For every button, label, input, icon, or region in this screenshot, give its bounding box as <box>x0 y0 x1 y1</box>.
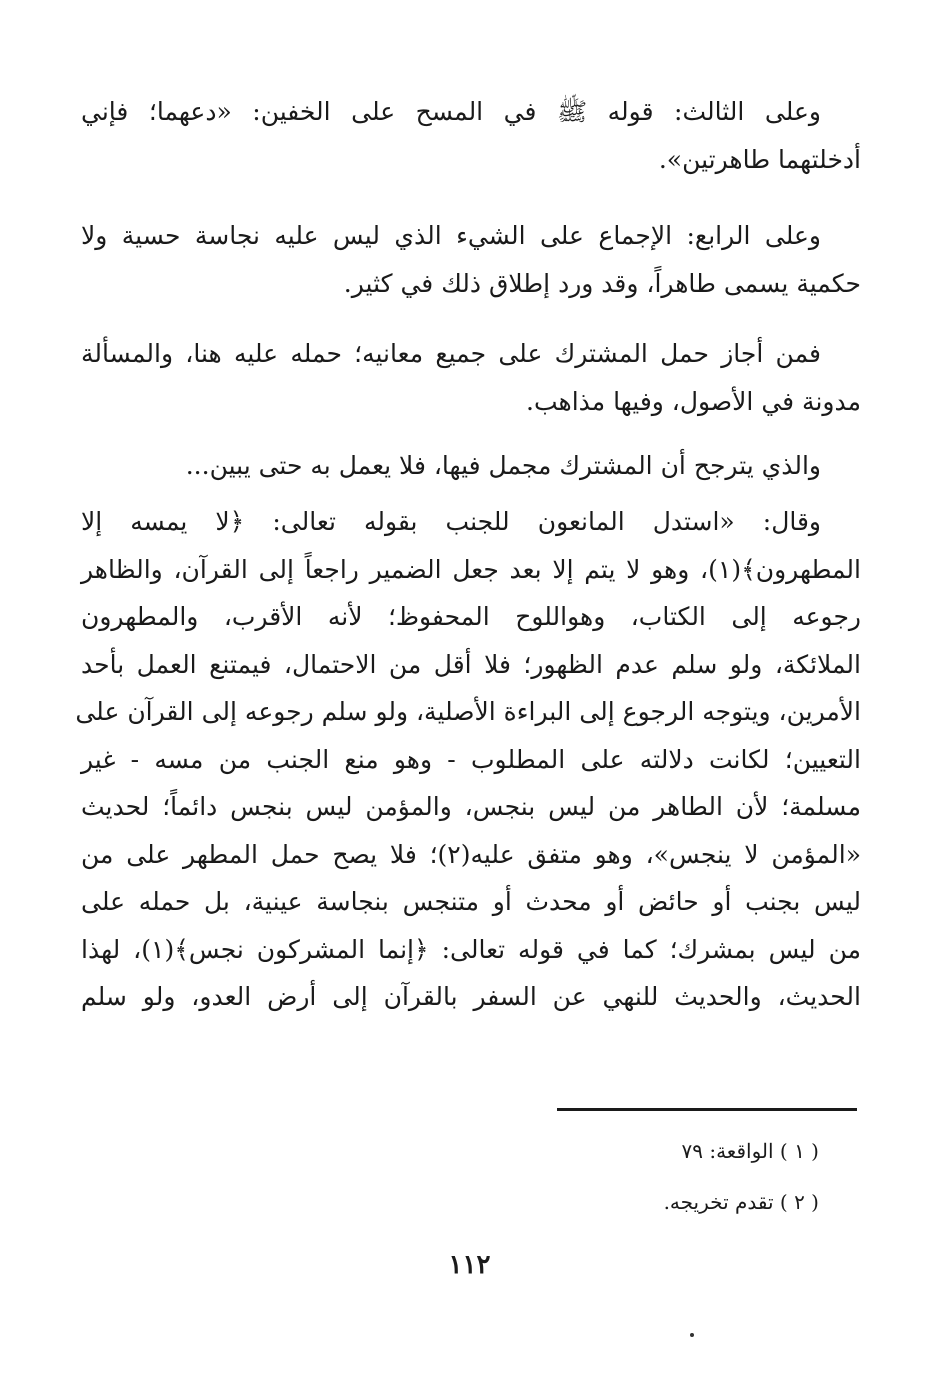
text-line: فمن أجاز حمل المشترك على جميع معانيه؛ حمله عليه هنا، والمسألة <box>81 339 821 368</box>
text-line: التعيين؛ لكانت دلالته على المطلوب - وهو منع الجنب من مسه - غير <box>81 744 861 774</box>
paragraph-1 <box>81 88 861 183</box>
footnote-1: ( ١ ) الواقعة: ٧٩ <box>681 1139 819 1163</box>
text-line: «المؤمن لا ينجس»، وهو متفق عليه(٢)؛ فلا يصح حمل المطهر على من <box>81 839 861 869</box>
text-line: المطهرون﴾(١)، وهو لا يتم إلا بعد جعل الضمير راجعاً إلى القرآن، والظاهر <box>81 554 861 584</box>
text-line: حكمية يسمى طاهراً، وقد ورد إطلاق ذلك في كثير. <box>343 268 861 298</box>
text-line: الملائكة، ولو سلم عدم الظهور؛ فلا أقل من الاحتمال، فيمتنع العمل بأحد <box>81 649 861 679</box>
text-line: مسلمة؛ لأن الطاهر من ليس بنجس، والمؤمن ليس بنجس دائماً؛ لحديث <box>81 792 861 821</box>
paragraph-2 <box>81 212 861 307</box>
footnote-divider <box>557 1108 857 1111</box>
page-number: ١١٢ <box>448 1250 491 1280</box>
text-line: رجوعه إلى الكتاب، وهواللوح المحفوظ؛ لأنه الأقرب، والمطهرون <box>81 602 861 631</box>
footnotes <box>319 1126 819 1228</box>
text-line: وعلى الثالث: قوله ﷺ في المسح على الخفين: «دعهما؛ فإني <box>81 97 821 126</box>
paragraph-4 <box>81 442 861 490</box>
text-line: مدونة في الأصول، وفيها مذاهب. <box>526 386 861 416</box>
text-line: ليس بجنب أو حائض أو محدث أو متنجس بنجاسة عينية، بل حمله على <box>81 887 861 916</box>
text-line: من ليس بمشرك؛ كما في قوله تعالى: ﴿إنما المشركون نجس﴾(١)، لهذا <box>81 934 861 964</box>
text-line: أدخلتهما طاهرتين». <box>658 144 861 174</box>
text-line: وعلى الرابع: الإجماع على الشيء الذي ليس عليه نجاسة حسية ولا <box>81 221 821 250</box>
footnote-2: ( ٢ ) تقدم تخريجه. <box>663 1190 819 1214</box>
paragraph-5 <box>75 498 861 1021</box>
paragraph-3 <box>81 330 861 425</box>
text-line: الحديث، والحديث للنهي عن السفر بالقرآن إلى أرض العدو، ولو سلم <box>81 982 861 1011</box>
text-line: وقال: «استدل المانعون للجنب بقوله تعالى: ﴿لا يمسه إلا <box>81 507 821 536</box>
text-line: الأمرين، ويتوجه الرجوع إلى البراءة الأصلية، ولو سلم رجوعه إلى القرآن على <box>75 697 861 726</box>
text-line: والذي يترجح أن المشترك مجمل فيها، فلا يعمل به حتى يبين... <box>185 451 821 480</box>
scan-speck <box>690 1333 694 1337</box>
